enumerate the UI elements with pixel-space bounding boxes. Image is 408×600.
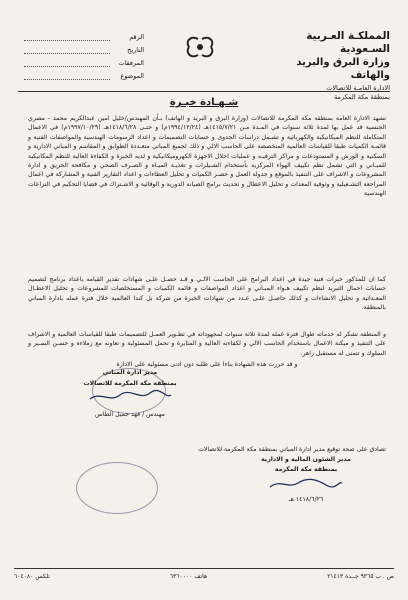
field-attachments-line [24, 58, 110, 67]
signature2-region: بمنطقة مكة المكرمة [274, 466, 338, 473]
signature1-region: بمنطقة مكة المكرمة للاتصالات [83, 380, 177, 387]
footer-fax: تلكس ٦٠٤٠٨٠ [14, 573, 50, 580]
certification-text: تصادق على صحة توقيع مدير ادارة المباني بمنطقة مكة المكرمة للاتصالات [198, 446, 386, 453]
emblem-icon [171, 30, 229, 64]
field-number-line [24, 32, 110, 41]
signature2-date: ١٤١٨/٦/٢٦ هـ [288, 496, 324, 503]
field-subject [24, 67, 144, 80]
kingdom-name: المملكـة العـربية السـعودية [306, 30, 390, 55]
signature1-title: مدير ادارة المباني [102, 369, 158, 376]
official-stamp-2-icon [76, 462, 158, 514]
field-number [24, 28, 144, 41]
administration-name: الادارة العامـة للاتصالات [326, 84, 390, 92]
ministry-emblem [171, 30, 229, 74]
field-date-line [24, 45, 110, 54]
footer-pobox: ص . ب ٩٣٦٥ جــدة ٢١٤١٣ [327, 573, 394, 580]
field-date-label: التاريخ [127, 46, 144, 54]
header-divider [18, 91, 390, 92]
signature2-mark [226, 475, 386, 495]
ministry-name: وزارة البرق والبريد والهاتف [296, 57, 390, 81]
certification-block [18, 445, 386, 505]
official-stamp-icon [92, 368, 166, 414]
signature1-name: مهندس / فهد جميل الطاس [95, 411, 165, 418]
field-subject-line [24, 71, 110, 80]
field-subject-label: الموضوع [120, 72, 144, 80]
field-date [24, 41, 144, 54]
paragraph-thanks [28, 330, 386, 370]
field-number-label: الرقم [129, 33, 144, 41]
footer-phone: هاتف ٦٣٦٠٠٠٠ [169, 573, 208, 580]
paragraph-thanks-text: و المنطقة تشكر له خدماته طوال فترة عمله لمدة ثلاثة سنوات لمجهوداته في تطـوير العمـل للتصميمات طبقا للقياسات العالمية و الاشراف على التنفيذ و ميكنة الاعمال باستخدام الحاسب الالي و لكفاءته العالية و المثابرة و تحمل المسئولية و تعاونه مع زملاءه و حسـن السـير و السلوك و تتمنى له مستقبل زاهر. [28, 331, 386, 357]
paragraph-main: تشهد الادارة العامة بمنطقة مكة المكرمة للاتصالات (وزارة البرق و البريد و الهاتف) بـأن المهندس/خليل امين عبدالكريم محمد - مصري الجنسية قد عمل بها لمدة ثلاثة سنوات في المـدة مـن ١٤١٥/٧/٢١هـ (١٩٩٤/١٢/٢٤م) و حتـى ١٤١٨/٦/٢٨هـ (١٩٩٧/١٠/٢٩م) في الاعمال المتكاملة للنظم الميكانيكية والكهربائية و تشـمل دراسات الجدوى و حسابات التصميمات و اعداد الرسومات الهندسية والمواصفات الفنية و قائمـة الكميات طبقا للقياسات العالمية المتخصصة على الحاسب الالي و ذلك لجميع المباني متعـددة الطوابق و المقاسم و المباني الادارية و السكنية و الورش و المستودعات و مراكز الترفيـه و عمليات احلال الاجهزة الكهروميكانيكية و لديه الخبرة و الكفاءة العالية للنظم المكانيكية للمبـاني و التي تشمل نظم تكييف الهواء المركزية بأستخدام الشـيلرات و تغذيـة الميـاه و الصـرف الصحي و مكافحة الحريق و ادارة المشروعات و الاشراف على التنفيذ بالموقع و جدولة العمل و حصـر الكميات و تحليل العطاءات و اعداد التقارير الفنية و المشاركة في اعمال المراجعة التشـغيلية و وثوقية المعدات و تحليل الاعطال و تحديث برامج الصيانة الدورية و الوقائية و الاشـتراك في قضايا التحكيم في النزاعات الهندسية [28, 115, 386, 198]
field-attachments [24, 54, 144, 67]
reference-fields [24, 28, 144, 80]
region-name: بمنطقة مكة المكرمة [333, 93, 390, 101]
paragraph-disclaimer: و قد حررت هذه الشهادة بناءا على طلبه دون ادنى مسئولية على الادارة [116, 361, 298, 369]
document-footer [14, 568, 394, 580]
document-title: شـهـادة خبـرة [169, 97, 239, 108]
field-attachments-label: المرفقات [118, 59, 144, 67]
handwritten-signature-2-icon [266, 475, 346, 491]
signature2-title: مدير الشئون المالية و الادارية [261, 456, 351, 463]
paragraph-skills: كما ان للمذكور خبرات فنية جيدة في اعداد البرامج على الحاسب الالـي و قـد حصـل علـى شهادات تقدير القيامه باعداد برنامج لتصميم حسابات احمال التبريد لنظم تكييف هـواء المبـاني و اعداد المواصفات و قائمة الكميات و المستخلصات للمشروعات و تحليل الاعطـال المعـداتية و تحليل الانشاءات و كذلك حاصـل علـى عـدد من شهادات الخبرة من شركة بل كندا العالمية خلال فترة عمله بادارة المباني بالمنطقة. [28, 276, 386, 312]
